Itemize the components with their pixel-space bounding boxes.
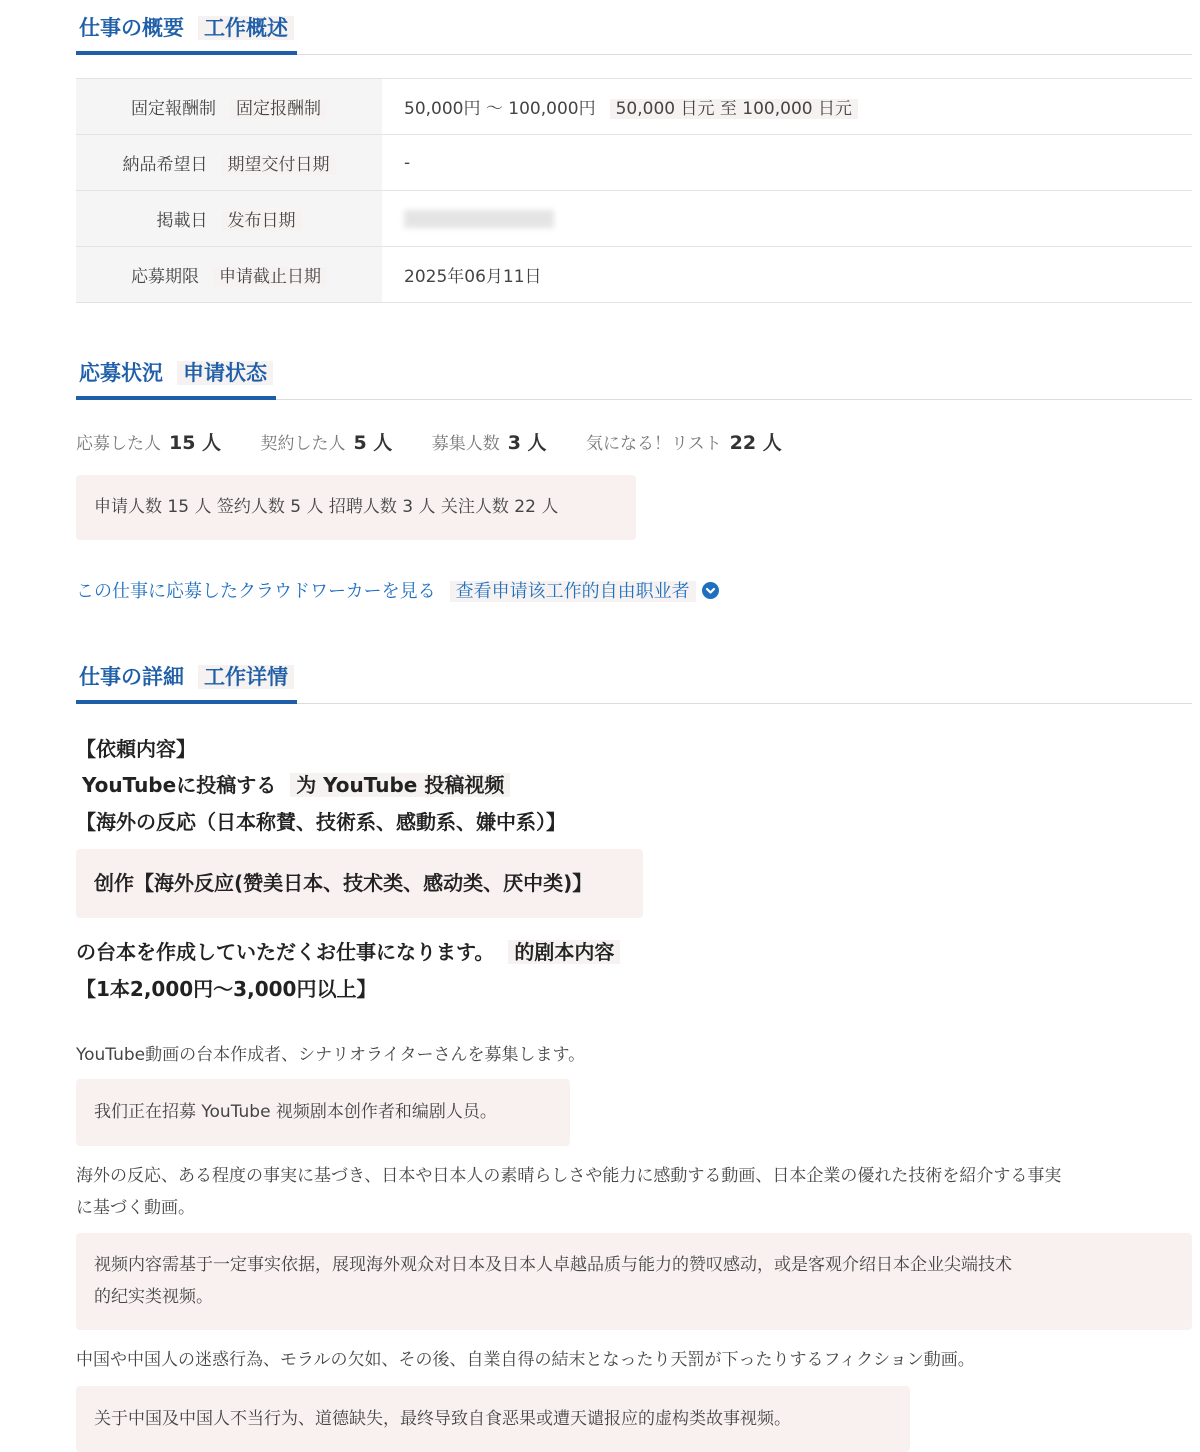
request-content-heading: 【依頼内容】 <box>76 737 196 761</box>
content-paragraph: 海外の反応、ある程度の事実に基づき、日本や日本人の素晴らしさや能力に感動する動画、日本企業の優れた技術を紹介する事実 に基づく動画。 <box>76 1166 1062 1218</box>
deadline-label: 応募期限 申请截止日期 <box>76 247 382 303</box>
status-heading-translation: 申请状态 <box>177 361 273 385</box>
details-heading-translation: 工作详情 <box>198 665 294 689</box>
contracted-stat: 契約した人 5 人 <box>260 432 393 454</box>
applicants-stat: 応募した人 15 人 <box>76 432 222 454</box>
overview-table <box>76 78 1192 303</box>
table-row <box>76 135 1192 191</box>
fee-range-value: 50,000円 〜 100,000円 50,000 日元 至 100,000 日元 <box>382 79 1192 135</box>
table-row <box>76 247 1192 303</box>
delivery-date-value: - <box>382 135 1192 191</box>
fiction-translation-note: 关于中国及中国人不当行为、道德缺失，最终导致自食恶果或遭天谴报应的虚构类故事视频。 <box>76 1386 910 1452</box>
view-applicants-link[interactable]: この仕事に応募したクラウドワーカーを見る 查看申请该工作的自由职业者 <box>76 577 719 603</box>
fiction-paragraph: 中国や中国人の迷惑行為、モラルの欠如、その後、自業自得の結末となったり天罰が下ったりするフィクション動画。 <box>76 1350 975 1370</box>
overview-heading-translation: 工作概述 <box>198 16 294 40</box>
table-row <box>76 79 1192 135</box>
redacted-date <box>404 210 554 228</box>
watchlist-stat: 気になる！リスト 22 人 <box>585 432 782 454</box>
recruit-translation-note: 我们正在招募 YouTube 视频剧本创作者和编剧人员。 <box>76 1079 570 1146</box>
genre-line: 【海外の反応（日本称賛、技術系、感動系、嫌中系）】 <box>76 810 566 834</box>
delivery-date-label: 納品希望日 期望交付日期 <box>76 135 382 191</box>
youtube-post-line: YouTubeに投稿する 为 YouTube 投稿视频 <box>82 769 510 798</box>
details-section-header <box>76 661 1192 704</box>
price-per-script-line: 【1本2,000円〜3,000円以上】 <box>76 977 377 1001</box>
fee-type-label: 固定報酬制 固定报酬制 <box>76 79 382 135</box>
posted-date-label: 掲載日 发布日期 <box>76 191 382 247</box>
recruit-count-stat: 募集人数 3 人 <box>431 432 547 454</box>
content-translation-note: 视频内容需基于一定事实依据，展现海外观众对日本及日本人卓越品质与能力的赞叹感动，或是客观介绍日本企业尖端技术 的纪实类视频。 <box>76 1233 1192 1330</box>
details-heading: 仕事の詳細 工作详情 <box>76 661 297 704</box>
posted-date-value-blurred <box>382 191 1192 247</box>
chevron-down-circle-icon <box>702 582 719 599</box>
table-row <box>76 191 1192 247</box>
stats-translation-note: 申请人数 15 人 签约人数 5 人 招聘人数 3 人 关注人数 22 人 <box>76 475 636 540</box>
deadline-value: 2025年06月11日 <box>382 247 1192 303</box>
application-stats <box>76 428 816 455</box>
script-task-line: の台本を作成していただくお仕事になります。 的剧本内容 <box>76 936 620 965</box>
overview-heading: 仕事の概要 工作概述 <box>76 12 297 55</box>
overview-section-header <box>76 12 1192 55</box>
status-section-header <box>76 357 1192 400</box>
status-heading: 応募状況 申请状态 <box>76 357 276 400</box>
genre-translation-note: 创作【海外反应(赞美日本、技术类、感动类、厌中类)】 <box>76 849 643 918</box>
recruit-paragraph: YouTube動画の台本作成者、シナリオライターさんを募集します。 <box>76 1045 586 1065</box>
